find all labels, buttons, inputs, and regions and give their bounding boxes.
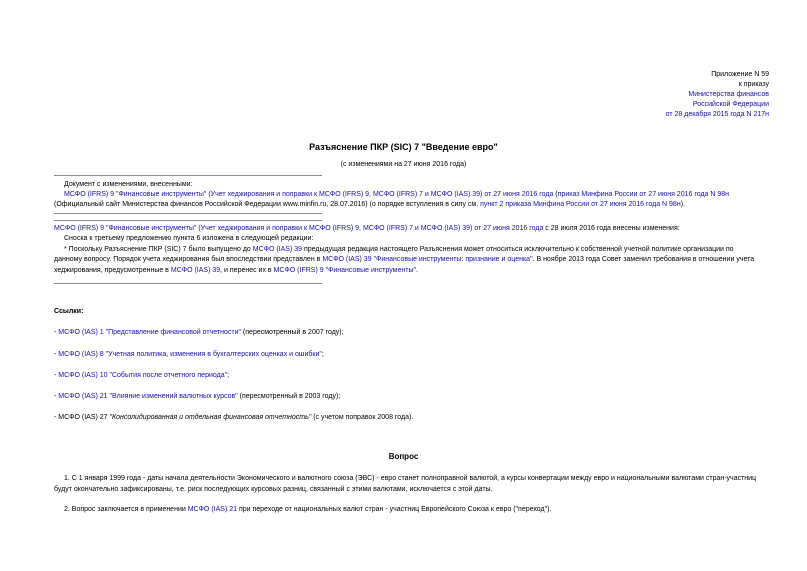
question-p1-line1: 1. С 1 января 1999 года - даты начала деятельности Экономического и валютного союза (ЭВС) - евро станет полноправной валютой, а курсы конвертации между евро и национальными валютами стран-участниц	[64, 475, 757, 482]
comment-line1: МСФО (IFRS) 9 "Финансовые инструменты" (Учет хеджирования и поправки к МСФО (IFRS) 9, МСФО (IFRS) 7 и МСФО (IAS) 39) от 27 июня 2016 года с 28 июля 2016 года внесены изменения:	[54, 225, 680, 232]
ifrs9-change-link[interactable]: МСФО (IFRS) 9 "Финансовые инструменты" (Учет хеджирования и поправки к МСФО (IFRS) 9, МСФО (IFRS) 7 и МСФО (IAS) 39) от 27 июня 2016 года	[54, 225, 544, 232]
comment-line4: данному вопросу. Порядок учета хеджирования был впоследствии представлен в МСФО (IAS) 39 "Финансовые инструменты: признание и оценка". В ноябре 2013 года Совет заменил требования в отношении учета	[54, 256, 755, 263]
ias8-link[interactable]: МСФО (IAS) 8 "Учетная политика, изменения в бухгалтерских оценках и ошибки"	[58, 351, 322, 358]
divider	[54, 175, 322, 176]
ias21-link[interactable]: МСФО (IAS) 21 "Влияние изменений валютных курсов"	[58, 393, 238, 400]
changes-line1: МСФО (IFRS) 9 "Финансовые инструменты" (Учет хеджирования и поправки к МСФО (IFRS) 9, МСФО (IFRS) 7 и МСФО (IAS) 39) от 27 июня 2016 года (приказ Минфина России от 27 июня 2016 года N 98н	[64, 191, 730, 198]
reference-item: - МСФО (IAS) 10 "События после отчетного периода";	[54, 372, 230, 379]
divider	[54, 283, 322, 284]
subtitle: (с изменениями на 27 июня 2016 года)	[340, 161, 467, 168]
changes-line2: (Официальный сайт Министерства финансов Российской Федерации www.minfin.ru, 28.07.2016) (о порядке вступления в силу см. пункт 2 приказа Минфина России от 27 июня 2016 года N 98н).	[54, 201, 685, 208]
order-item2-link[interactable]: пункт 2 приказа Минфина России от 27 июня 2016 года N 98н	[480, 201, 681, 208]
reference-item: - МСФО (IAS) 8 "Учетная политика, изменения в бухгалтерских оценках и ошибки";	[54, 351, 324, 358]
references-heading: Ссылки:	[54, 308, 84, 315]
reference-item: - МСФО (IAS) 27 "Консолидированная и отдельная финансовая отчетность" (с учетом поправок 2008 года).	[54, 414, 414, 421]
divider	[54, 213, 322, 214]
ministry-link[interactable]: Министерства финансов	[688, 91, 769, 98]
ias39-recognition-link[interactable]: МСФО (IAS) 39 "Финансовые инструменты: признание и оценка"	[322, 256, 533, 263]
changes-heading: Документ с изменениями, внесенными:	[64, 181, 193, 188]
federation-link[interactable]: Российской Федерации	[692, 101, 769, 108]
order-98n-link[interactable]: приказ Минфина России от 27 июня 2016 года N 98н	[557, 191, 730, 198]
ifrs9-link[interactable]: МСФО (IFRS) 9 "Финансовые инструменты" (Учет хеджирования и поправки к МСФО (IFRS) 9, МСФО (IFRS) 7 и МСФО (IAS) 39) от 27 июня 2016 года	[64, 191, 554, 198]
ias1-link[interactable]: МСФО (IAS) 1 "Представление финансовой отчетности"	[58, 329, 241, 336]
ias39-short-link[interactable]: МСФО (IAS) 39	[170, 267, 221, 274]
reference-item: - МСФО (IAS) 1 "Представление финансовой отчетности" (пересмотренный в 2007 году);	[54, 329, 344, 336]
ias10-link[interactable]: МСФО (IAS) 10 "События после отчетного периода"	[58, 372, 228, 379]
question-p2: 2. Вопрос заключается в применении МСФО (IAS) 21 при переходе от национальных валют стран - участниц Европейского Союза к евро ("переход").	[64, 506, 552, 513]
order-date-link[interactable]: от 28 декабря 2015 года N 217н	[665, 111, 769, 118]
ifrs9-short-link[interactable]: МСФО (IFRS) 9 "Финансовые инструменты"	[273, 267, 416, 274]
ias39-link[interactable]: МСФО (IAS) 39	[252, 246, 303, 253]
appendix-order: к приказу	[738, 81, 769, 88]
ias21-question-link[interactable]: МСФО (IAS) 21	[187, 506, 237, 513]
comment-line5: хеджирования, предусмотренные в МСФО (IAS) 39, и перенес их в МСФО (IFRS) 9 "Финансовые инструменты".	[54, 267, 418, 274]
question-p1-line2: будут окончательно зафиксированы, т.е. риск последующих курсовых разниц, связанный с этими валютами, исключается с этой даты.	[54, 486, 493, 493]
reference-item: - МСФО (IAS) 21 "Влияние изменений валютных курсов" (пересмотренный в 2003 году);	[54, 393, 341, 400]
divider	[54, 220, 322, 221]
appendix-number: Приложение N 59	[711, 71, 769, 78]
page-title: Разъяснение ПКР (SIC) 7 "Введение евро"	[309, 142, 498, 152]
question-heading: Вопрос	[388, 452, 419, 461]
comment-line2: Сноска к третьему предложению пункта 6 изложена в следующей редакции:	[64, 235, 314, 242]
comment-line3: * Поскольку Разъяснение ПКР (SIC) 7 было выпущено до МСФО (IAS) 39 предыдущая редакция настоящего Разъяснения может относиться исключительно к собственной учетной политике организации по	[64, 246, 734, 253]
